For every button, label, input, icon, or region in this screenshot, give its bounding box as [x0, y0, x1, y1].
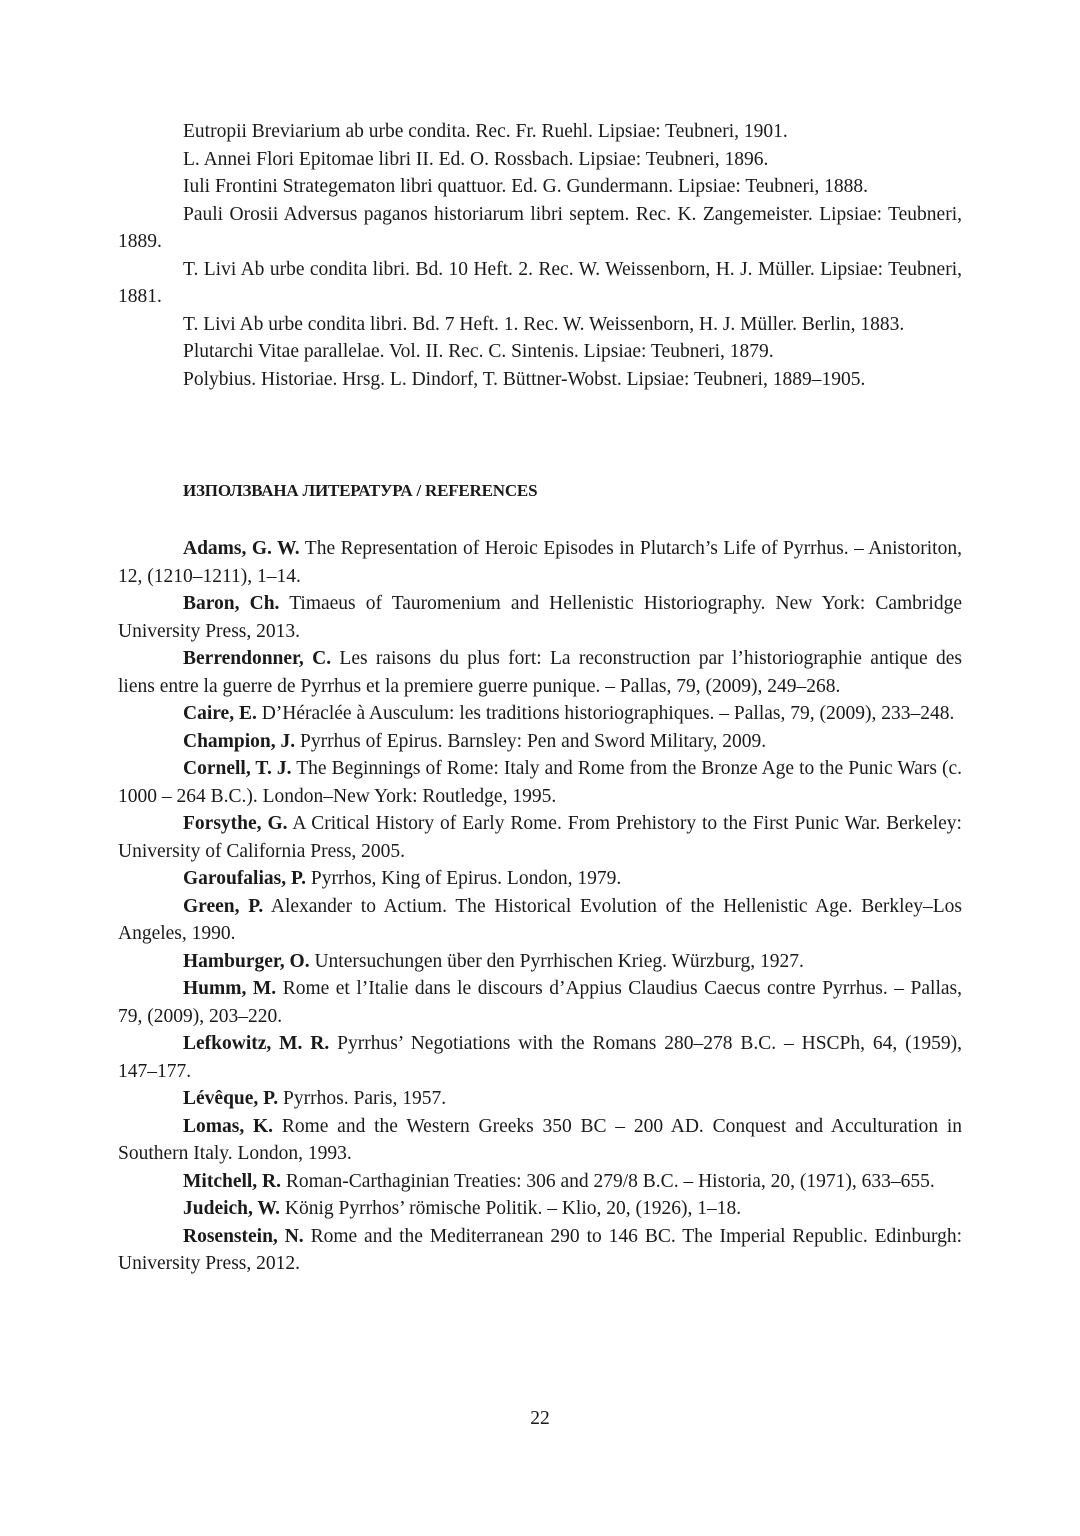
reference-text: König Pyrrhos’ römische Politik. – Klio, 20, (1926), 1–18. [284, 1198, 742, 1219]
reference-text: Alexander to Actium. The Historical Evolution of the Hellenistic Age. Berkley–Los Angeles, 1990. [118, 895, 962, 944]
reference-text: Pyrrhus of Epirus. Barnsley: Pen and Sword Military, 2009. [300, 730, 767, 752]
reference-entry [118, 700, 962, 728]
reference-text: Pyrrhus’ Negotiations with the Romans 280–278 B.C. – HSCPh, 64, (1959), 147–177. [118, 1033, 962, 1082]
reference-author: Green, P. [183, 895, 264, 917]
reference-author: Cornell, T. J. [183, 758, 292, 779]
references-list [118, 535, 962, 1278]
reference-text: Rome et l’Italie dans le discours d’Appius Claudius Caecus contre Pyrrhus. – Pallas, 79, (2009), 203–220. [118, 978, 962, 1027]
reference-text: Les raisons du plus fort: La reconstruction par l’historiographie antique des liens entre la guerre de Pyrrhus et la premiere guerre punique. – Pallas, 79, (2009), 249–268. [118, 648, 962, 697]
reference-entry [118, 810, 962, 865]
reference-author: Judeich, W. [183, 1198, 280, 1219]
reference-text: Rome and the Mediterranean 290 to 146 BC. The Imperial Republic. Edinburgh: University Press, 2012. [118, 1225, 962, 1274]
reference-text: A Critical History of Early Rome. From Prehistory to the First Punic War. Berkeley: University of California Press, 2005. [118, 813, 962, 862]
reference-text: Untersuchungen über den Pyrrhischen Krieg. Würzburg, 1927. [314, 950, 804, 972]
reference-author: Lévêque, P. [183, 1088, 279, 1109]
source-entry: T. Livi Ab urbe condita libri. Bd. 7 Heft. 1. Rec. W. Weissenborn, H. J. Müller. Berlin, 1883. [183, 313, 905, 335]
reference-author: Rosenstein, N. [183, 1225, 304, 1247]
reference-text: D’Héraclée à Ausculum: les traditions historiographiques. – Pallas, 79, (2009), 233–248. [261, 703, 955, 724]
reference-author: Champion, J. [183, 730, 296, 752]
source-entry: Iuli Frontini Strategematon libri quattuor. Ed. G. Gundermann. Lipsiae: Teubneri, 1888. [183, 176, 868, 197]
reference-author: Forsythe, G. [183, 813, 288, 834]
page-number: 22 [530, 1408, 550, 1429]
reference-author: Adams, G. W. [183, 538, 300, 559]
reference-entry [118, 948, 962, 976]
reference-entry [118, 590, 962, 645]
reference-entry [118, 893, 962, 948]
reference-entry [118, 975, 962, 1030]
reference-text: The Representation of Heroic Episodes in Plutarch’s Life of Pyrrhus. – Anistoriton, 12, (1210–1211), 1–14. [118, 538, 962, 587]
references-heading: ИЗПОЛЗВАНА ЛИТЕРАТУРА / REFERENCES [183, 481, 538, 500]
reference-entry [118, 1223, 962, 1278]
reference-author: Garoufalias, P. [183, 868, 306, 889]
reference-author: Hamburger, O. [183, 950, 310, 972]
reference-author: Berrendonner, C. [183, 648, 332, 669]
source-entry: L. Annei Flori Epitomae libri II. Ed. O. Rossbach. Lipsiae: Teubneri, 1896. [183, 148, 769, 170]
source-entry: Eutropii Breviarium ab urbe condita. Rec. Fr. Ruehl. Lipsiae: Teubneri, 1901. [183, 121, 788, 142]
reference-entry [118, 535, 962, 590]
reference-entry [118, 1113, 962, 1168]
source-entry: Plutarchi Vitae parallelae. Vol. II. Rec. C. Sintenis. Lipsiae: Teubneri, 1879. [183, 341, 774, 362]
reference-author: Lomas, K. [183, 1115, 274, 1137]
reference-text: Roman-Carthaginian Treaties: 306 and 279/8 B.C. – Historia, 20, (1971), 633–655. [285, 1170, 935, 1192]
reference-entry [118, 728, 962, 756]
reference-entry [118, 645, 962, 700]
reference-entry [118, 1030, 962, 1085]
reference-entry [118, 755, 962, 810]
reference-text: Pyrrhos, King of Epirus. London, 1979. [310, 868, 622, 889]
reference-text: Rome and the Western Greeks 350 BC – 200 AD. Conquest and Acculturation in Southern Italy. London, 1993. [118, 1115, 963, 1164]
reference-entry [118, 1168, 962, 1196]
reference-text: Timaeus of Tauromenium and Hellenistic Historiography. New York: Cambridge University Press, 2013. [118, 593, 962, 642]
reference-author: Mitchell, R. [183, 1170, 282, 1192]
source-entry: Pauli Orosii Adversus paganos historiarum libri septem. Rec. K. Zangemeister. Lipsiae: Teubneri, 1889. [118, 203, 962, 252]
source-entry: T. Livi Ab urbe condita libri. Bd. 10 Heft. 2. Rec. W. Weissenborn, H. J. Müller. Lipsiae: Teubneri, 1881. [118, 258, 962, 307]
reference-entry [118, 1195, 962, 1223]
reference-author: Lefkowitz, M. R. [183, 1033, 330, 1054]
reference-entry [118, 1085, 962, 1113]
reference-author: Baron, Ch. [183, 593, 280, 614]
primary-sources-list [118, 118, 962, 393]
reference-entry [118, 865, 962, 893]
reference-author: Caire, E. [183, 703, 257, 724]
reference-author: Humm, M. [183, 978, 277, 999]
source-entry: Polybius. Historiae. Hrsg. L. Dindorf, T. Büttner-Wobst. Lipsiae: Teubneri, 1889–1905. [183, 368, 866, 390]
reference-text: Pyrrhos. Paris, 1957. [283, 1088, 447, 1109]
reference-text: The Beginnings of Rome: Italy and Rome from the Bronze Age to the Punic Wars (c. 1000 – 264 B.C.). London–New York: Routledge, 1995. [118, 758, 962, 807]
